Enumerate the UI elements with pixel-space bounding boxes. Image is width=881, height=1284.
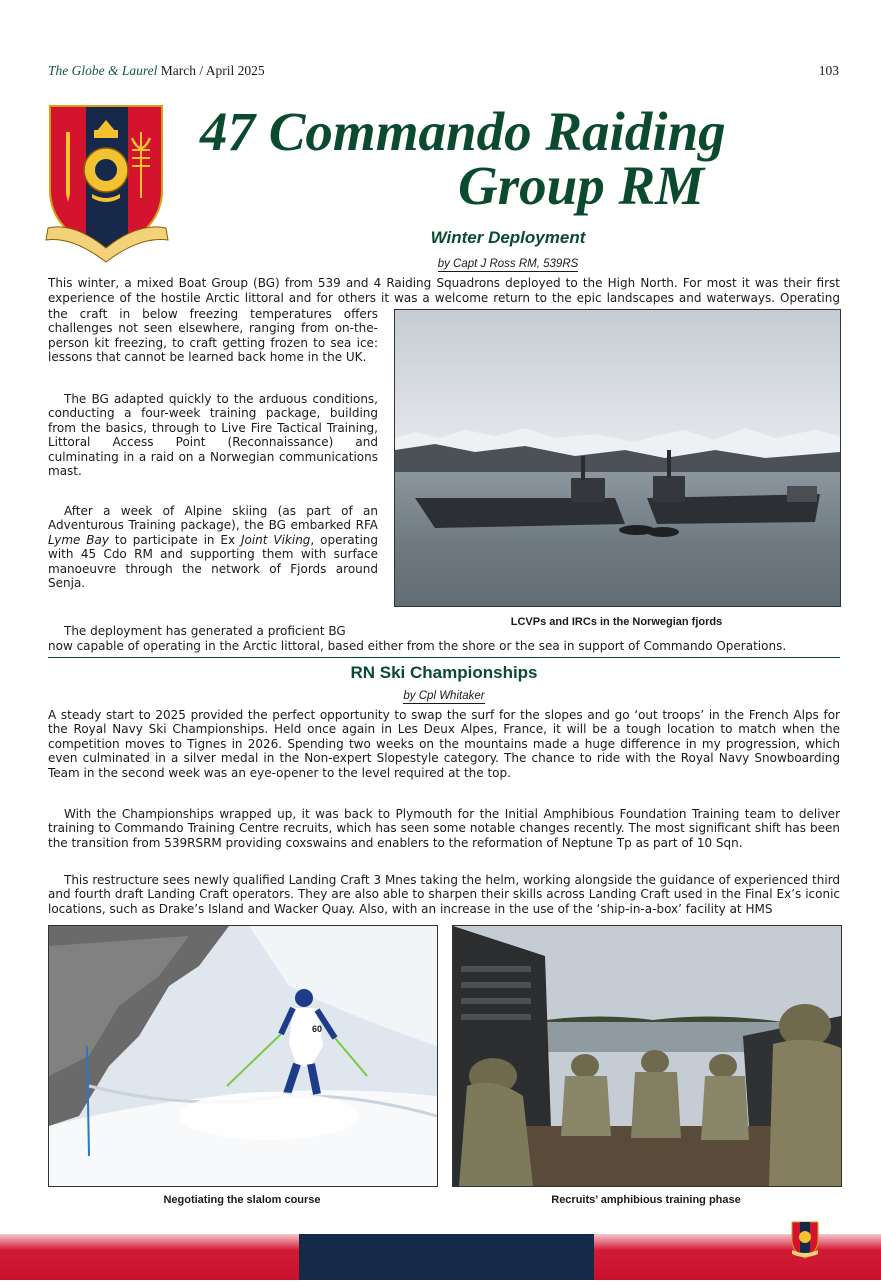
winter-para-4-line-1: The deployment has generated a proficient BG [64,624,346,638]
section-divider [48,657,840,658]
corps-crest-icon [44,102,174,272]
ski-para-2: With the Championships wrapped up, it was back to Plymouth for the Initial Amphibious Foundation Training team to deliver training to Commando Training Centre recruits, which has seen some notable changes recently. The most significant shift has been the transition from 539RSRM providing coxswains and enablers to the reformation of Neptune Tp as part of 10 Sqn. [48,807,840,850]
skier-bib-number: 60 [311,1024,323,1034]
slalom-photo-caption: Negotiating the slalom course [163,1194,321,1206]
article-title-line-1: 47 Commando Raiding [200,101,726,162]
byline-winter-deployment: by Capt J Ross RM, 539RS [437,258,579,270]
fjord-landing-craft-photo [394,309,841,607]
ski-para-3: This restructure sees newly qualified Landing Craft 3 Mnes taking the helm, working alongside the guidance of experienced third and fourth draft Landing Craft operators. They are also able to sharpen their skills across Landing Craft used in the Final Ex’s iconic locations, such as Drake’s Island and Wacker Quay. Also, with an increase in the use of the ‘ship-in-a-box’ facility at HMS [48,873,840,916]
slalom-skier-photo [48,925,438,1187]
article-title-line-2: Group RM [458,155,705,216]
winter-para-3 [48,504,378,590]
running-header [48,63,265,79]
winter-para-4-line-2: now capable of operating in the Arctic littoral, based either from the shore or the sea in support of Commando Operations. [48,639,787,653]
winter-para-3-b: to participate in Ex [109,532,241,547]
exercise-name: Joint Viking [240,532,311,547]
byline-wrapper-2 [300,684,588,703]
magazine-title: The Globe & Laurel [48,63,158,78]
byline-ski-championships: by Cpl Whitaker [403,690,485,702]
ship-name: Lyme Bay [48,532,109,547]
winter-para-3-c: , operating with 45 Cdo RM and supporting them with surface manoeuvre through the network of Fjords around Senja. [48,532,378,591]
recruits-photo-caption: Recruits’ amphibious training phase [551,1194,741,1206]
lead-line-2: experience of the hostile Arctic littoral and for others it was a welcome return to the epic landscapes and waterways. Operating [48,291,840,305]
section-heading-winter-deployment: Winter Deployment [430,228,586,247]
winter-para-3-a: After a week of Alpine skiing (as part of an Adventurous Training package), the BG embarked RFA [48,504,378,533]
issue-date: March / April 2025 [160,63,265,78]
page-number: 103 [818,63,839,78]
winter-para-2: The BG adapted quickly to the arduous conditions, conducting a four-week training package, building from the basics, through to Live Fire Tactical Training, Littoral Access Point (Reconnaissance) and culminating in a raid on a Norwegian communications mast. [48,392,378,479]
footer-crest-icon [790,1220,820,1260]
winter-para-1: the craft in below freezing temperatures offers challenges not seen elsewhere, ranging from on-the-person kit freezing, to craft getting frozen to sea ice: lessons that cannot be learned back home in the UK. [48,307,378,365]
fjord-photo-caption: LCVPs and IRCs in the Norwegian fjords [510,616,723,628]
lead-line-1: This winter, a mixed Boat Group (BG) from 539 and 4 Raiding Squadrons deployed to the High North. For most it was their first [48,276,840,290]
ski-para-1: A steady start to 2025 provided the perfect opportunity to swap the surf for the slopes and go ‘out troops’ in the French Alps for the Royal Navy Ski Championships. Held once again in Les Deux Alpes, France, it will be a tough location to match when the competition moves to Tignes in 2026. Spending two weeks on the mountains made a huge difference in my progression, which even culminated in a silver medal in the Non-expert Slopestyle category. The chance to ride with the Royal Navy Snowboarding Team in the second week was an eye-opener to the level required at the top. [48,708,840,780]
byline-wrapper [380,252,636,271]
footer-band [0,1234,881,1280]
section-heading-ski-championships: RN Ski Championships [350,663,538,682]
recruits-landing-craft-photo [452,925,842,1187]
